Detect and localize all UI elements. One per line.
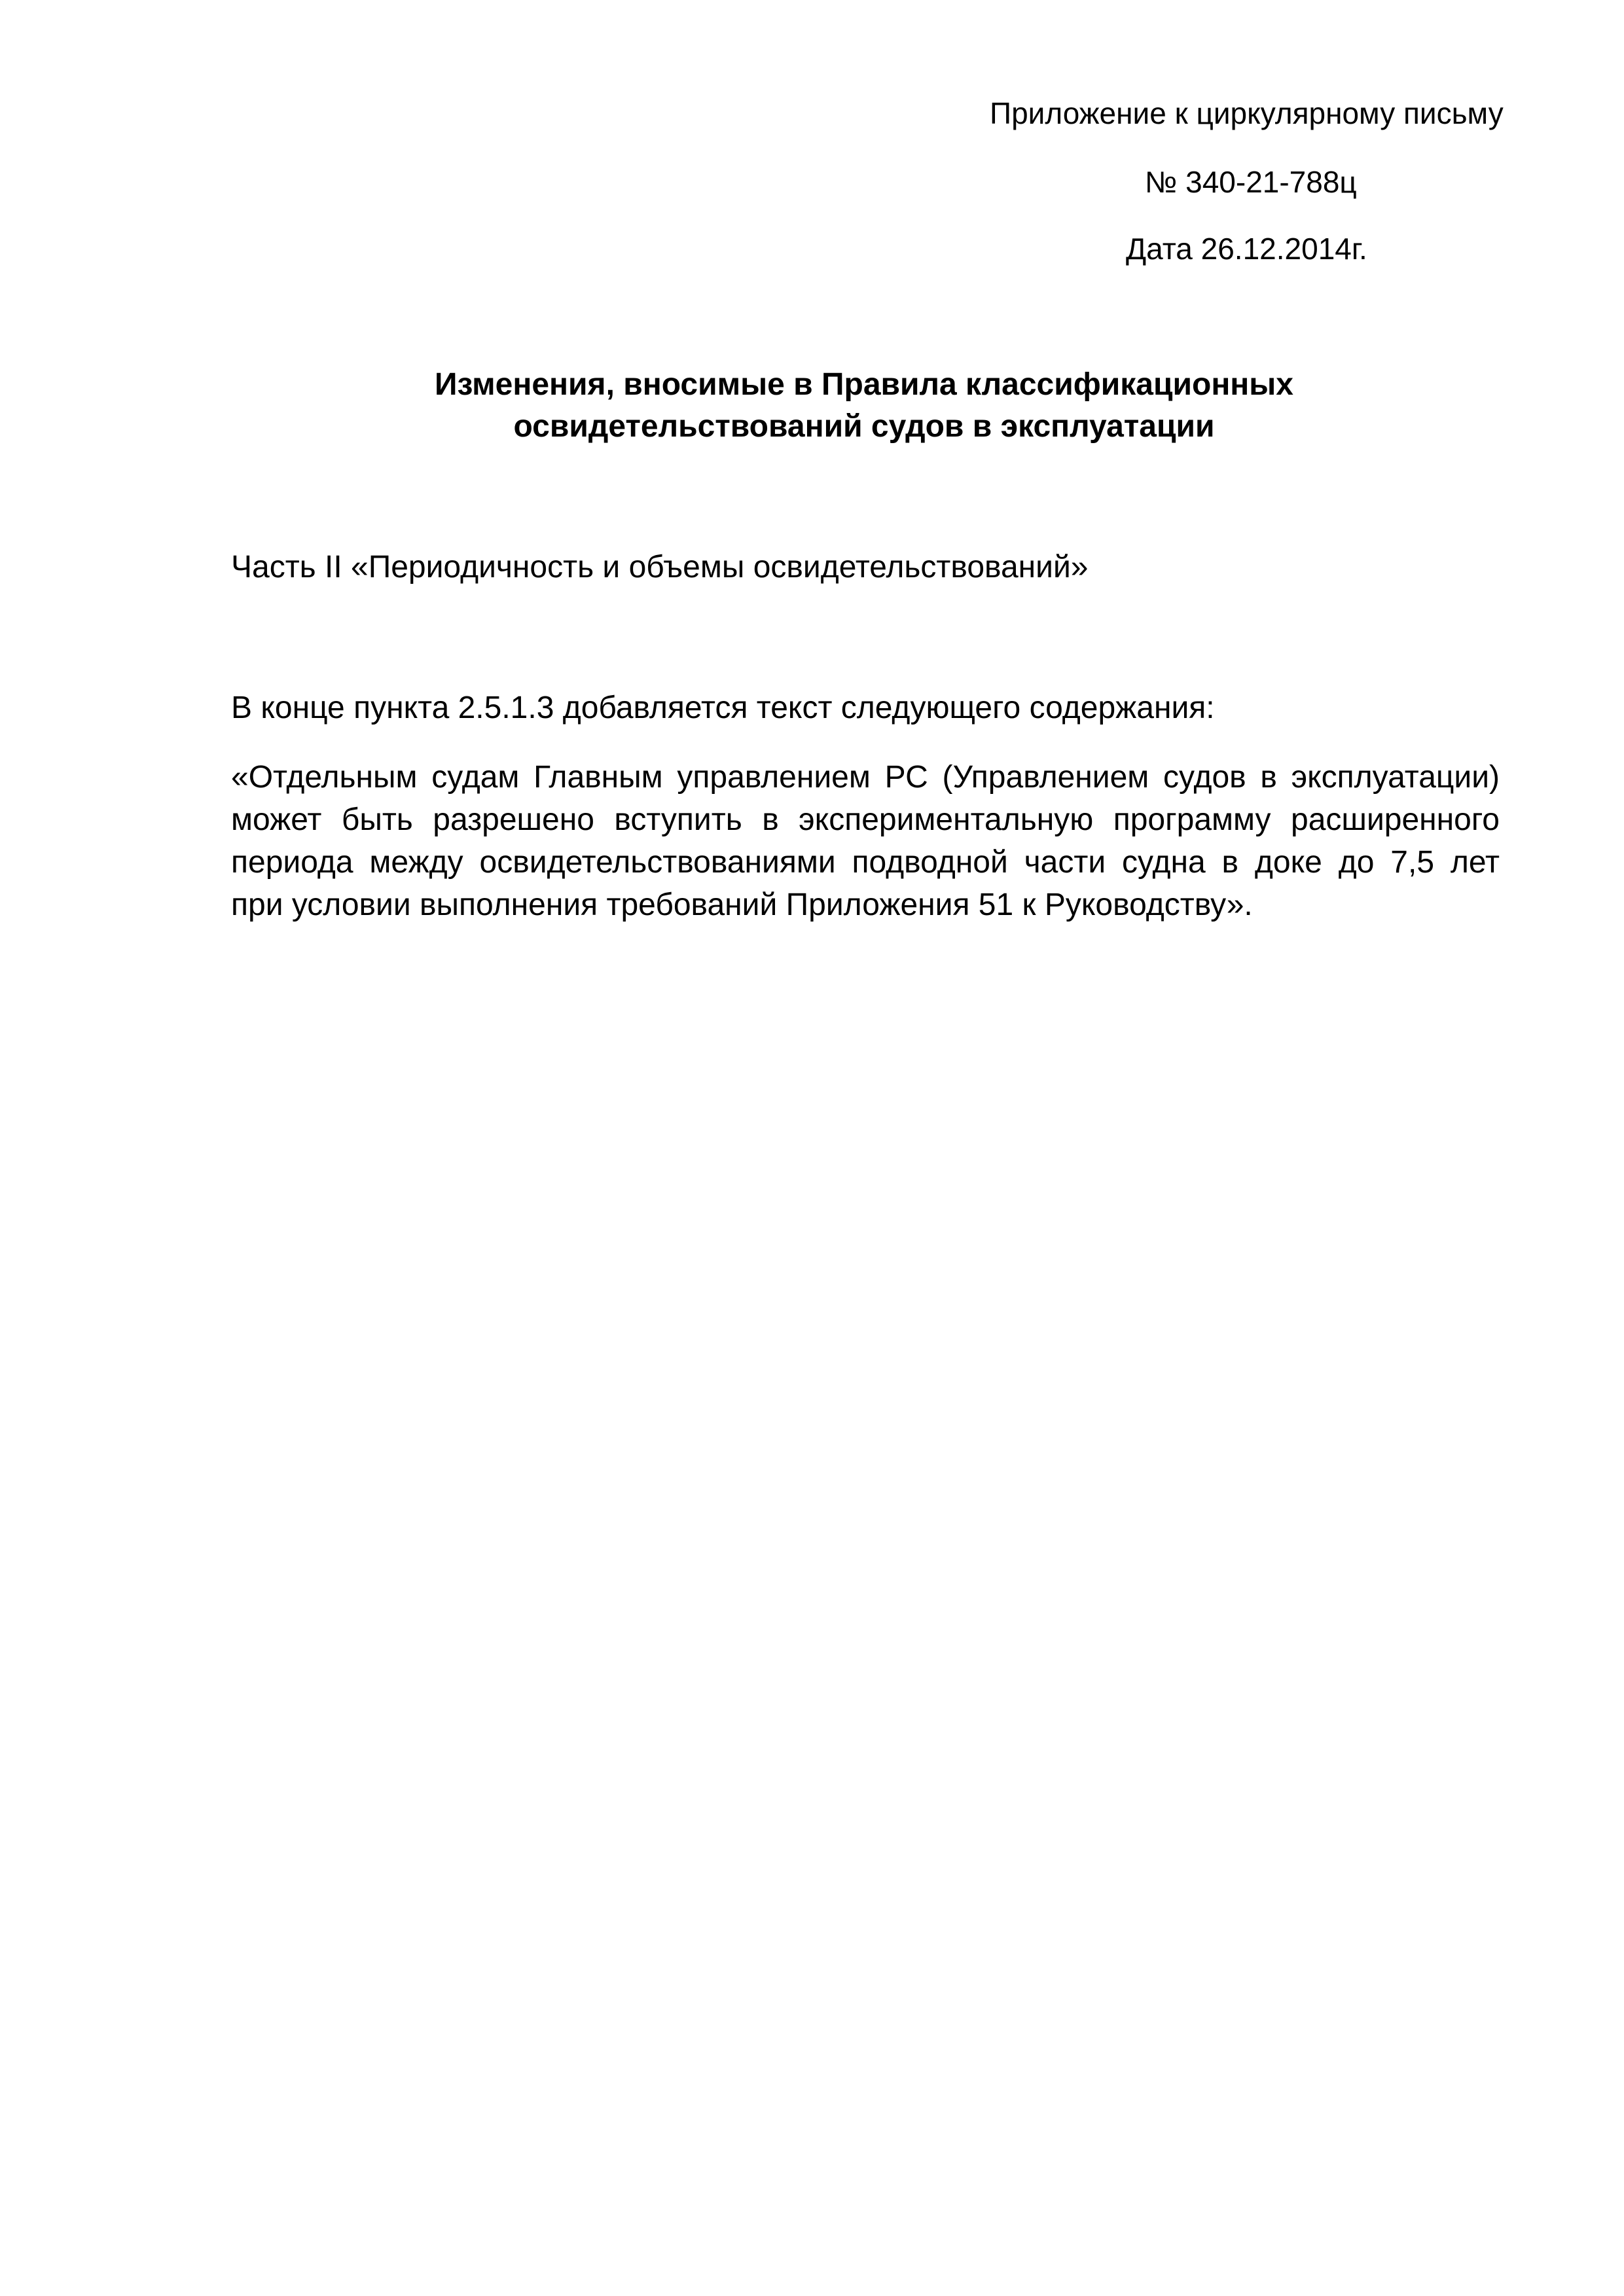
- quoted-amendment: [231, 756, 1500, 926]
- quote-line-2: может быть разрешено вступить в экспериментальную программу расширенного: [231, 802, 1500, 837]
- title-line-2: освидетельствований судов в эксплуатации: [513, 409, 1215, 444]
- intro-paragraph: В конце пункта 2.5.1.3 добавляется текст следующего содержания:: [231, 691, 1215, 725]
- document-title: [327, 364, 1401, 448]
- appendix-label: Приложение к циркулярному письму: [990, 96, 1504, 130]
- quote-line-1: «Отдельным судам Главным управлением РС (Управлением судов в эксплуатации): [231, 760, 1500, 795]
- letter-date: Дата 26.12.2014г.: [1126, 232, 1367, 266]
- letter-number: № 340-21-788ц: [1145, 165, 1357, 199]
- part-heading: Часть II «Периодичность и объемы освидетельствований»: [231, 550, 1089, 584]
- quote-line-4: при условии выполнения требований Приложения 51 к Руководству».: [231, 888, 1253, 922]
- title-line-1: Изменения, вносимые в Правила классификационных: [435, 367, 1293, 402]
- quote-line-3: периода между освидетельствованиями подводной части судна в доке до 7,5 лет: [231, 845, 1500, 880]
